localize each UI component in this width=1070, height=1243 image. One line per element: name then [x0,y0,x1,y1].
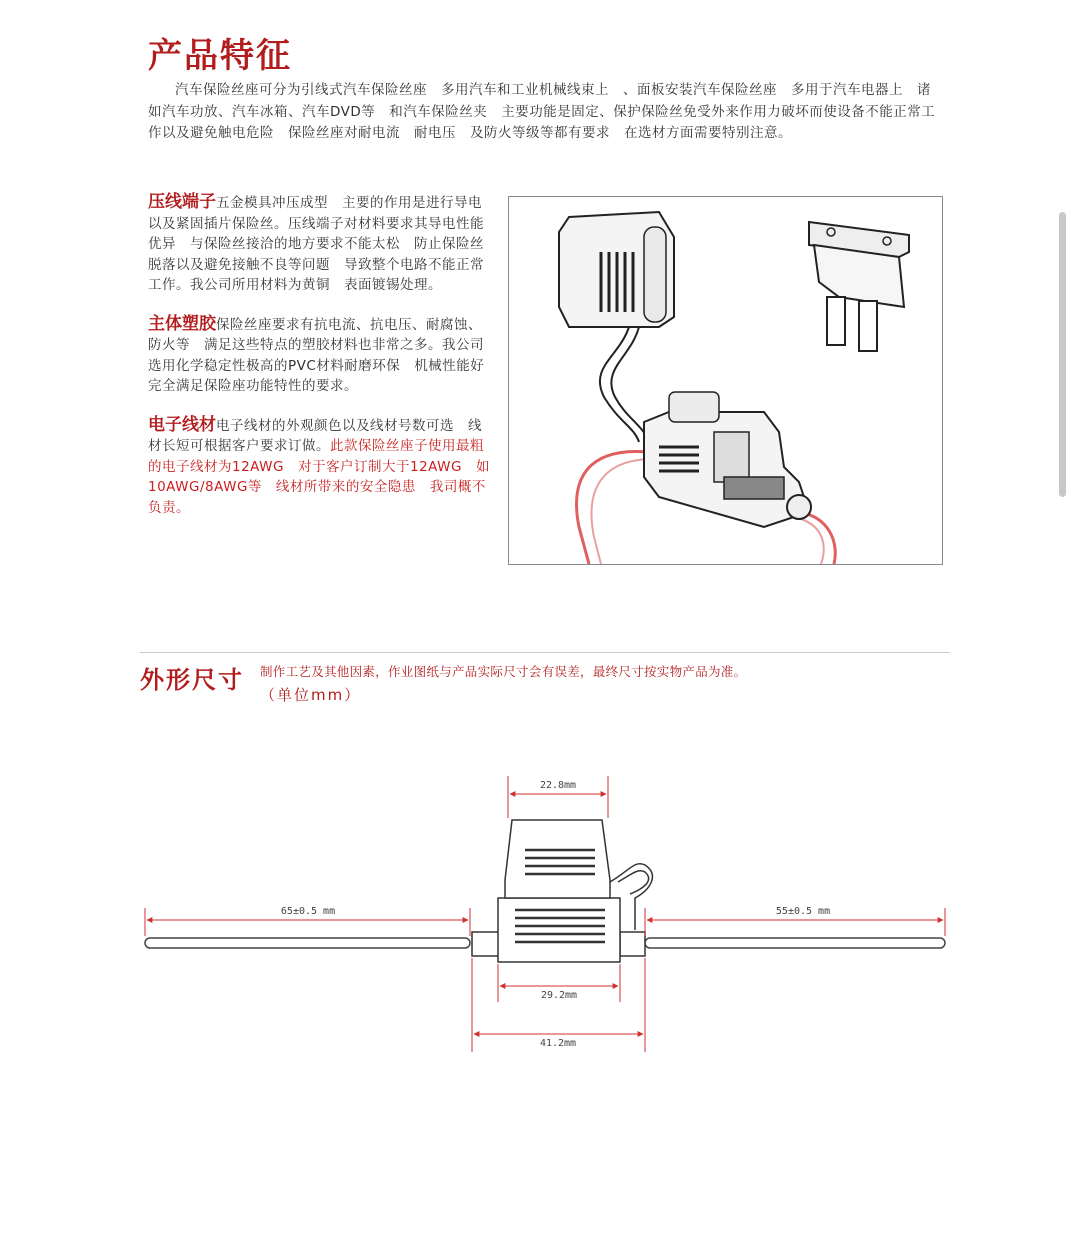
section-divider [140,652,950,653]
product-illustration [508,196,943,565]
fuse-holder-drawing [509,197,942,564]
dim-label-body: 29.2mm [540,990,578,1001]
section-body: 保险丝座要求有抗电流、抗电压、耐腐蚀、防火等 满足这些特点的塑胶材料也非常之多。我公司选用化学稳定性极高的PVC材料耐磨环保 机械性能好 完全满足保险座功能特性的要求。 [148,316,499,394]
section-body: 五金模具冲压成型 主要的作用是进行导电以及紧固插片保险丝。压线端子对材料要求其导电性能优异 与保险丝接洽的地方要求不能太松 防止保险丝脱落以及避免接触不良等问题 导致整个电路不能正常工作。我公司所用材料为黄铜 表面镀锡处理。 [148,195,484,293]
dimension-drawing [140,770,950,1060]
intro-text: 汽车保险丝座可分为引线式汽车保险丝座 多用汽车和工业机械线束上 、面板安装汽车保险丝座 多用于汽车电器上 诸如汽车功放、汽车冰箱、汽车DVD等 和汽车保险丝夹 主要功能是固定、保护保险丝免受外来作用力破坏而使设备不能正常工作以及避免触电危险 保险丝座对耐电流 耐电压 及防火等级等都有要求 在选材方面需要特别注意。 [148,82,936,141]
section-warning: 此款保险丝座子使用最粗的电子线材为12AWG 对于客户订制大于12AWG 如10AWG/8AWG等 线材所带来的安全隐患 我司概不负责。 [148,438,490,516]
section-wire [148,415,493,519]
section-body: 电子线材的外观颜色以及线材号数可选 线材长短可根据客户要求订做。 [148,417,482,454]
scrollbar-thumb[interactable] [1059,212,1066,497]
dimensions-note: 制作工艺及其他因素，作业图纸与产品实际尺寸会有误差，最终尺寸按实物产品为准。 [260,664,747,679]
feature-sections [148,192,499,536]
section-heading: 主体塑胶 [148,313,216,334]
dim-label-top: 22.8mm [539,780,577,791]
section-heading: 电子线材 [148,414,216,435]
dimensions-unit: （单位mm） [260,686,362,704]
section-heading: 压线端子 [148,192,216,212]
section-terminal [148,192,493,296]
intro-paragraph [148,80,940,145]
dimension-svg [140,770,950,1060]
dim-label-total: 41.2mm [539,1038,577,1049]
section-plastic-body [148,313,499,397]
dimensions-title: 外形尺寸 [140,666,244,694]
dim-label-left-wire: 65±0.5 mm [280,906,336,917]
dim-label-right-wire: 55±0.5 mm [775,906,831,917]
page-title: 产品特征 [148,36,292,76]
